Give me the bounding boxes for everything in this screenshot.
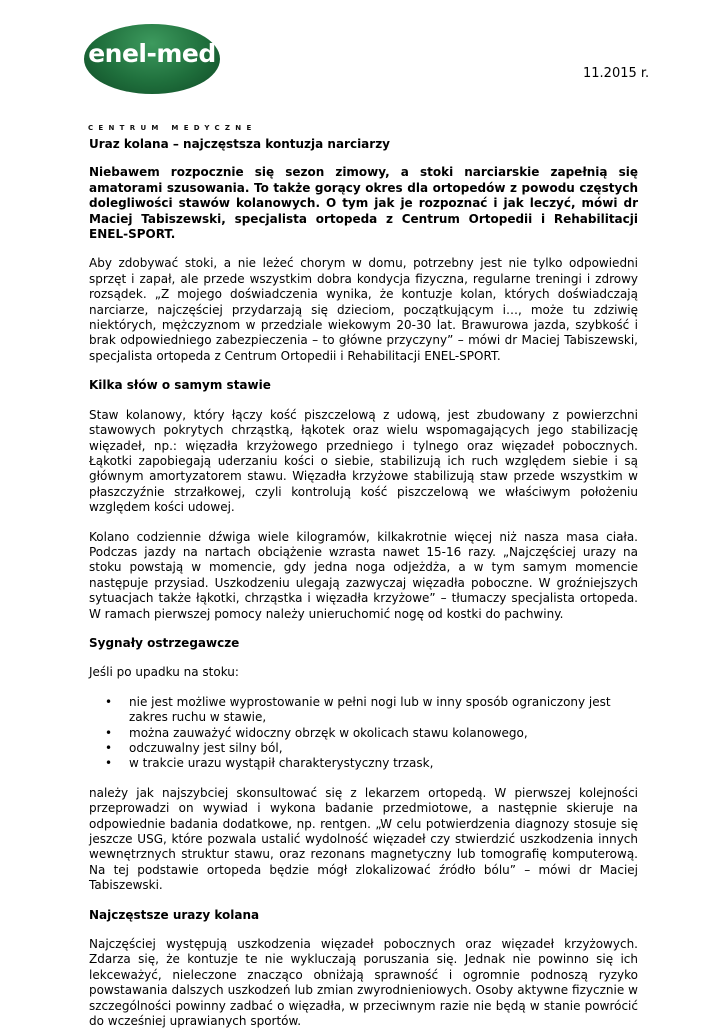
lead-paragraph: Niebawem rozpocznie się sezon zimowy, a stoki narciarskie zapełnią się amatorami szusowania. To także gorący okres dla ortopedów z powodu częstych dolegliwości stawów kolanowych. O tym jak je rozpoznać i jak leczyć, mówi dr Maciej Tabiszewski, specjalista ortopeda z Centrum Ortopedii i Rehabilitacji ENEL-SPORT. bbox=[89, 165, 638, 242]
joint-paragraph-2: Kolano codziennie dźwiga wiele kilogramów, kilkakrotnie więcej niż nasza masa ciała. Podczas jazdy na nartach obciążenie wzrasta nawet 15-16 razy. „Najczęściej urazy na stoku powstają w momencie, gdy jedna noga odjeżdża, a w tym samym momencie następuje przysiad. Uszkodzeniu ulegają zazwyczaj więzadła poboczne. W groźniejszych sytuacjach także łąkotki, chrząstka i więzadła krzyżowe” – tłumaczy specjalista ortopeda. W ramach pierwszej pomocy należy unieruchomić nogę od kostki do pachwiny. bbox=[89, 529, 638, 621]
enel-med-logo bbox=[84, 24, 257, 132]
section-heading-injuries: Najczęstsze urazy kolana bbox=[89, 907, 260, 922]
bullet-icon: • bbox=[105, 694, 113, 709]
bullet-icon: • bbox=[105, 756, 113, 771]
article-body bbox=[89, 137, 638, 1030]
list-item: • nie jest możliwe wyprostowanie w pełni nogi lub w inny sposób ograniczony jest zakres ruchu w stawie, bbox=[105, 694, 611, 725]
list-item: • odczuwalny jest silny ból, bbox=[105, 741, 283, 755]
logo-subtitle: CENTRUM MEDYCZNE bbox=[88, 124, 257, 132]
section-heading-warning: Sygnały ostrzegawcze bbox=[89, 635, 240, 650]
logo-brand: enel-med bbox=[88, 39, 216, 68]
section-heading-joint: Kilka słów o samym stawie bbox=[89, 378, 271, 393]
bullet-icon: • bbox=[105, 725, 113, 740]
warning-intro: Jeśli po upadku na stoku: bbox=[89, 665, 239, 680]
injuries-paragraph: Najczęściej występują uszkodzenia więzadeł pobocznych oraz więzadeł krzyżowych. Zdarza się, że kontuzje te nie wykluczają poruszania się. Jednak nie powinno się ich lekceważyć, nieleczone znacząco obniżają sprawność i ogromnie podnoszą ryzyko powstawania dalszych uszkodzeń lub zmian zwyrodnieniowych. Osoby aktywne fizycznie w szczególności powinny zadbać o więzadła, w przeciwnym razie nie będą w stanie powrócić do wcześniej uprawianych sportów. bbox=[89, 937, 638, 1029]
list-item: • w trakcie urazu wystąpił charakterystyczny trzask, bbox=[105, 756, 434, 771]
intro-paragraph: Aby zdobywać stoki, a nie leżeć chorym w domu, potrzebny jest nie tylko odpowiedni sprzęt i zapał, ale przede wszystkim dobra kondycja fizyczna, regularne treningi i zdrowy rozsądek. „Z mojego doświadczenia wynika, że kontuzje kolan, których doświadczają narciarze, najczęściej przydarzają się dzieciom, początkującym i…, może tu zdziwię niektórych, mężczyznom w przedziale wiekowym 20-30 lat. Brawurowa jazda, szybkość i brak odpowiedniego zabezpieczenia – to główne przyczyny” – mówi dr Maciej Tabiszewski, specjalista ortopeda z Centrum Ortopedii i Rehabilitacji ENEL-SPORT. bbox=[89, 256, 638, 363]
joint-paragraph-1: Staw kolanowy, który łączy kość piszczelową z udową, jest zbudowany z powierzchni stawowych pokrytych chrząstką, łąkotek oraz wielu wspomagających jego stabilizację więzadeł, np.: więzadła krzyżowego przedniego i tylnego oraz więzadeł pobocznych. Łąkotki zapobiegają uderzaniu kości o siebie, stabilizują ich ruch względem siebie i są głównym amortyzatorem stawu. Więzadła krzyżowe stabilizują staw przede wszystkim w płaszczyźnie strzałkowej, czyli kontrolują kość piszczelową we właściwym położeniu względem kości udowej. bbox=[89, 407, 638, 515]
bullet-icon: • bbox=[105, 741, 113, 755]
warning-paragraph: należy jak najszybciej skonsultować się z lekarzem ortopedą. W pierwszej kolejności przeprowadzi on wywiad i wykona badanie przedmiotowe, a następnie skieruje na odpowiednie badania dodatkowe, np. rentgen. „W celu potwierdzenia diagnozy stosuje się jeszcze USG, które pozwala ustalić wydolność więzadeł czy stwierdzić uszkodzenia innych wewnętrznych struktur stawu, oraz rezonans magnetyczny lub tomografię komputerową. Na tej podstawie ortopeda będzie mógł zlokalizować źródło bólu” – mówi dr Maciej Tabiszewski. bbox=[89, 785, 638, 893]
document-date: 11.2015 r. bbox=[583, 66, 650, 81]
article-title: Uraz kolana – najczęstsza kontuzja narciarzy bbox=[89, 137, 391, 151]
warning-list bbox=[89, 695, 638, 772]
list-item: • można zauważyć widoczny obrzęk w okolicach stawu kolanowego, bbox=[105, 725, 528, 740]
